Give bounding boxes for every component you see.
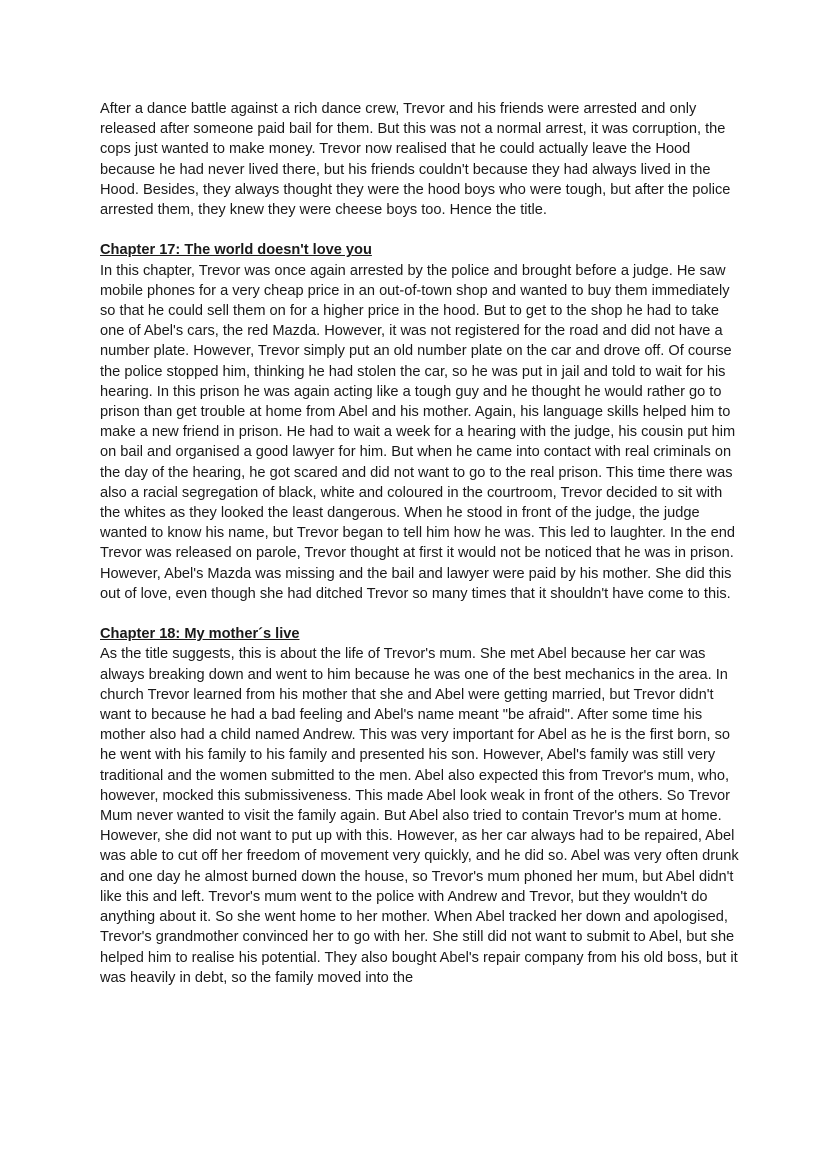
paragraph-spacer [100,604,740,624]
chapter-17-body: In this chapter, Trevor was once again arrested by the police and brought before a judge. He saw mobile phones for a very cheap price in an out-of-town shop and wanted to buy them immediately so that he could sell them on for a higher price in the hood. But to get to the shop he had to take one of Abel's cars, the red Mazda. However, it was not registered for the road and did not have a number plate. However, Trevor simply put an old number plate on the car and drove off. Of course the police stopped him, thinking he had stolen the car, so he was put in jail and told to wait for his hearing. In this prison he was again acting like a tough guy and he thought he would rather go to prison than get trouble at home from Abel and his mother. Again, his language skills helped him to make a new friend in prison. He had to wait a week for a hearing with the judge, his cousin put him on bail and organised a good lawyer for him. But when he came into contact with real criminals on the day of the hearing, he got scared and did not want to go to the real prison. This time there was also a racial segregation of black, white and coloured in the courtroom, Trevor decided to sit with the whites as they looked the least dangerous. When he stood in front of the judge, the judge wanted to know his name, but Trevor began to tell him how he was. This led to laughter. In the end Trevor was released on parole, Trevor thought at first it would not be noticed that he was in prison. However, Abel's Mazda was missing and the bail and lawyer were paid by his mother. She did this out of love, even though she had ditched Trevor so many times that it shouldn't have come to this. [100,262,736,602]
document-page [100,99,740,988]
chapter-17-heading: Chapter 17: The world doesn't love you [100,242,372,259]
chapter-18-heading: Chapter 18: My mother´s live [100,626,300,643]
chapter-18-body: As the title suggests, this is about the life of Trevor's mum. She met Abel because her car was always breaking down and went to him because he was one of the best mechanics in the area. In church Trevor learned from his mother that she and Abel were getting married, but Trevor didn't want to because he had a bad feeling and Abel's name meant "be afraid". After some time his mother also had a child named Andrew. This was very important for Abel as he is the first born, so he went with his family to his family and presented his son. However, Abel's family was still very traditional and the women submitted to the men. Abel also expected this from Trevor's mum, who, however, mocked this submissiveness. This made Abel look weak in front of the others. So Trevor Mum never wanted to visit the family again. But Abel also tried to contain Trevor's mum at home. However, she did not want to put up with this. However, as her car always had to be repaired, Abel was able to cut off her freedom of movement very quickly, and he did so. Abel was very often drunk and one day he almost burned down the house, so Trevor's mum phoned her mum, but Abel didn't like this and left. Trevor's mum went to the police with Andrew and Trevor, but they wouldn't do anything about it. So she went home to her mother. When Abel tracked her down and apologised, Trevor's grandmother convinced her to go with her. She still did not want to submit to Abel, but she helped him to realise his potential. They also bought Abel's repair company from his old boss, but it was heavily in debt, so the family moved into the [100,646,739,986]
paragraph-spacer [100,220,740,240]
intro-paragraph: After a dance battle against a rich dance crew, Trevor and his friends were arrested and only released after someone paid bail for them. But this was not a normal arrest, it was corruption, the cops just wanted to make money. Trevor now realised that he could actually leave the Hood because he had never lived there, but his friends couldn't because they had always lived in the Hood. Besides, they always thought they were the hood boys who were tough, but after the police arrested them, they knew they were cheese boys too. Hence the title. [100,101,731,219]
